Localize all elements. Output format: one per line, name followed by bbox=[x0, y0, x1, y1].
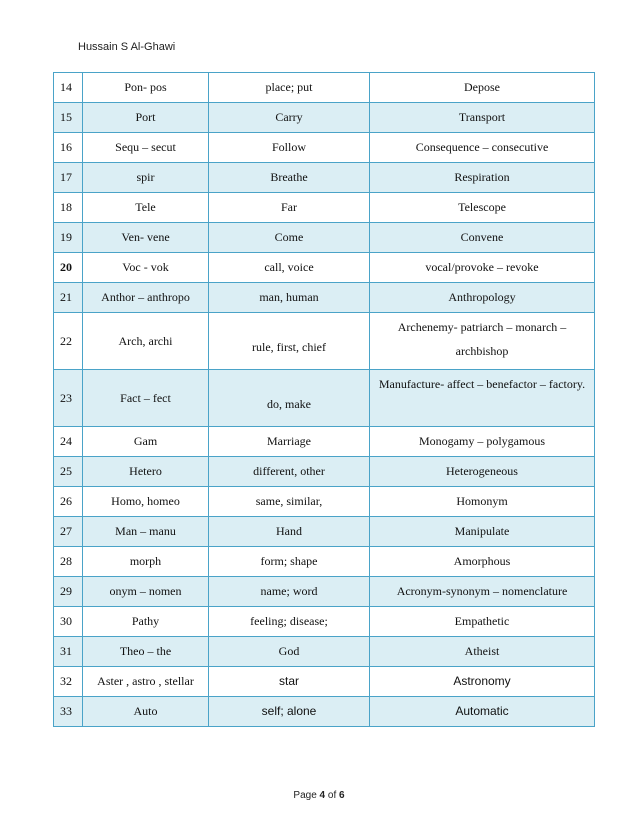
meaning-cell: man, human bbox=[209, 283, 370, 313]
root-cell: Aster , astro , stellar bbox=[83, 667, 209, 697]
page-header-author: Hussain S Al-Ghawi bbox=[78, 41, 176, 53]
root-cell: Ven- vene bbox=[83, 223, 209, 253]
root-cell: Port bbox=[83, 103, 209, 133]
row-number: 24 bbox=[54, 427, 83, 457]
row-number: 32 bbox=[54, 667, 83, 697]
root-cell: Auto bbox=[83, 697, 209, 727]
example-cell: Convene bbox=[370, 223, 595, 253]
meaning-cell: same, similar, bbox=[209, 487, 370, 517]
meaning-cell: Follow bbox=[209, 133, 370, 163]
table-row bbox=[54, 607, 595, 637]
example-cell: Empathetic bbox=[370, 607, 595, 637]
row-number: 21 bbox=[54, 283, 83, 313]
table-row bbox=[54, 283, 595, 313]
table-row bbox=[54, 457, 595, 487]
table-row bbox=[54, 133, 595, 163]
table-row bbox=[54, 163, 595, 193]
root-cell: Voc - vok bbox=[83, 253, 209, 283]
row-number: 28 bbox=[54, 547, 83, 577]
root-cell: onym – nomen bbox=[83, 577, 209, 607]
table-row bbox=[54, 427, 595, 457]
row-number: 20 bbox=[54, 253, 83, 283]
example-cell: Astronomy bbox=[370, 667, 595, 697]
meaning-cell: do, make bbox=[209, 370, 370, 427]
table-row bbox=[54, 193, 595, 223]
row-number: 19 bbox=[54, 223, 83, 253]
meaning-cell: form; shape bbox=[209, 547, 370, 577]
meaning-cell: feeling; disease; bbox=[209, 607, 370, 637]
example-cell: Respiration bbox=[370, 163, 595, 193]
meaning-cell: place; put bbox=[209, 73, 370, 103]
page-footer bbox=[0, 790, 638, 801]
example-cell: Anthropology bbox=[370, 283, 595, 313]
table-row bbox=[54, 637, 595, 667]
table-row bbox=[54, 253, 595, 283]
table-row bbox=[54, 697, 595, 727]
table-row bbox=[54, 517, 595, 547]
vocabulary-table bbox=[53, 72, 595, 727]
example-cell: Manufacture- affect – benefactor – factory. bbox=[370, 370, 595, 427]
footer-page-of: of bbox=[325, 790, 340, 801]
footer-page-number: 4 bbox=[319, 790, 326, 801]
row-number: 31 bbox=[54, 637, 83, 667]
root-cell: Pon- pos bbox=[83, 73, 209, 103]
root-cell: Gam bbox=[83, 427, 209, 457]
meaning-cell: God bbox=[209, 637, 370, 667]
row-number: 16 bbox=[54, 133, 83, 163]
row-number: 14 bbox=[54, 73, 83, 103]
meaning-cell: Carry bbox=[209, 103, 370, 133]
table-row bbox=[54, 103, 595, 133]
example-cell: Amorphous bbox=[370, 547, 595, 577]
example-cell: Homonym bbox=[370, 487, 595, 517]
row-number: 30 bbox=[54, 607, 83, 637]
footer-page-total: 6 bbox=[339, 790, 345, 801]
row-number: 25 bbox=[54, 457, 83, 487]
row-number: 33 bbox=[54, 697, 83, 727]
root-cell: spir bbox=[83, 163, 209, 193]
meaning-cell: different, other bbox=[209, 457, 370, 487]
example-cell: Atheist bbox=[370, 637, 595, 667]
example-cell: Acronym-synonym – nomenclature bbox=[370, 577, 595, 607]
example-cell: vocal/provoke – revoke bbox=[370, 253, 595, 283]
root-cell: morph bbox=[83, 547, 209, 577]
meaning-cell: Far bbox=[209, 193, 370, 223]
root-cell: Homo, homeo bbox=[83, 487, 209, 517]
meaning-cell: name; word bbox=[209, 577, 370, 607]
table-row bbox=[54, 667, 595, 697]
meaning-cell: self; alone bbox=[209, 697, 370, 727]
meaning-cell: Marriage bbox=[209, 427, 370, 457]
row-number: 26 bbox=[54, 487, 83, 517]
example-cell: Automatic bbox=[370, 697, 595, 727]
example-cell: Heterogeneous bbox=[370, 457, 595, 487]
meaning-cell: Breathe bbox=[209, 163, 370, 193]
table-row bbox=[54, 577, 595, 607]
table-row bbox=[54, 73, 595, 103]
table-row bbox=[54, 223, 595, 253]
example-cell: Consequence – consecutive bbox=[370, 133, 595, 163]
root-cell: Anthor – anthropo bbox=[83, 283, 209, 313]
footer-page-prefix: Page bbox=[293, 790, 320, 801]
meaning-cell: call, voice bbox=[209, 253, 370, 283]
row-number: 22 bbox=[54, 313, 83, 370]
row-number: 15 bbox=[54, 103, 83, 133]
example-cell: Transport bbox=[370, 103, 595, 133]
root-cell: Man – manu bbox=[83, 517, 209, 547]
root-cell: Sequ – secut bbox=[83, 133, 209, 163]
root-cell: Hetero bbox=[83, 457, 209, 487]
root-cell: Tele bbox=[83, 193, 209, 223]
example-cell: Depose bbox=[370, 73, 595, 103]
table-row bbox=[54, 370, 595, 427]
table-row bbox=[54, 313, 595, 370]
root-cell: Theo – the bbox=[83, 637, 209, 667]
example-cell: Monogamy – polygamous bbox=[370, 427, 595, 457]
row-number: 29 bbox=[54, 577, 83, 607]
root-cell: Fact – fect bbox=[83, 370, 209, 427]
row-number: 27 bbox=[54, 517, 83, 547]
root-cell: Arch, archi bbox=[83, 313, 209, 370]
meaning-cell: rule, first, chief bbox=[209, 313, 370, 370]
table-row bbox=[54, 487, 595, 517]
root-cell: Pathy bbox=[83, 607, 209, 637]
row-number: 18 bbox=[54, 193, 83, 223]
meaning-cell: Come bbox=[209, 223, 370, 253]
table-row bbox=[54, 547, 595, 577]
example-cell: Telescope bbox=[370, 193, 595, 223]
example-cell: Manipulate bbox=[370, 517, 595, 547]
row-number: 17 bbox=[54, 163, 83, 193]
example-cell: Archenemy- patriarch – monarch – archbishop bbox=[370, 313, 595, 370]
meaning-cell: Hand bbox=[209, 517, 370, 547]
meaning-cell: star bbox=[209, 667, 370, 697]
row-number: 23 bbox=[54, 370, 83, 427]
